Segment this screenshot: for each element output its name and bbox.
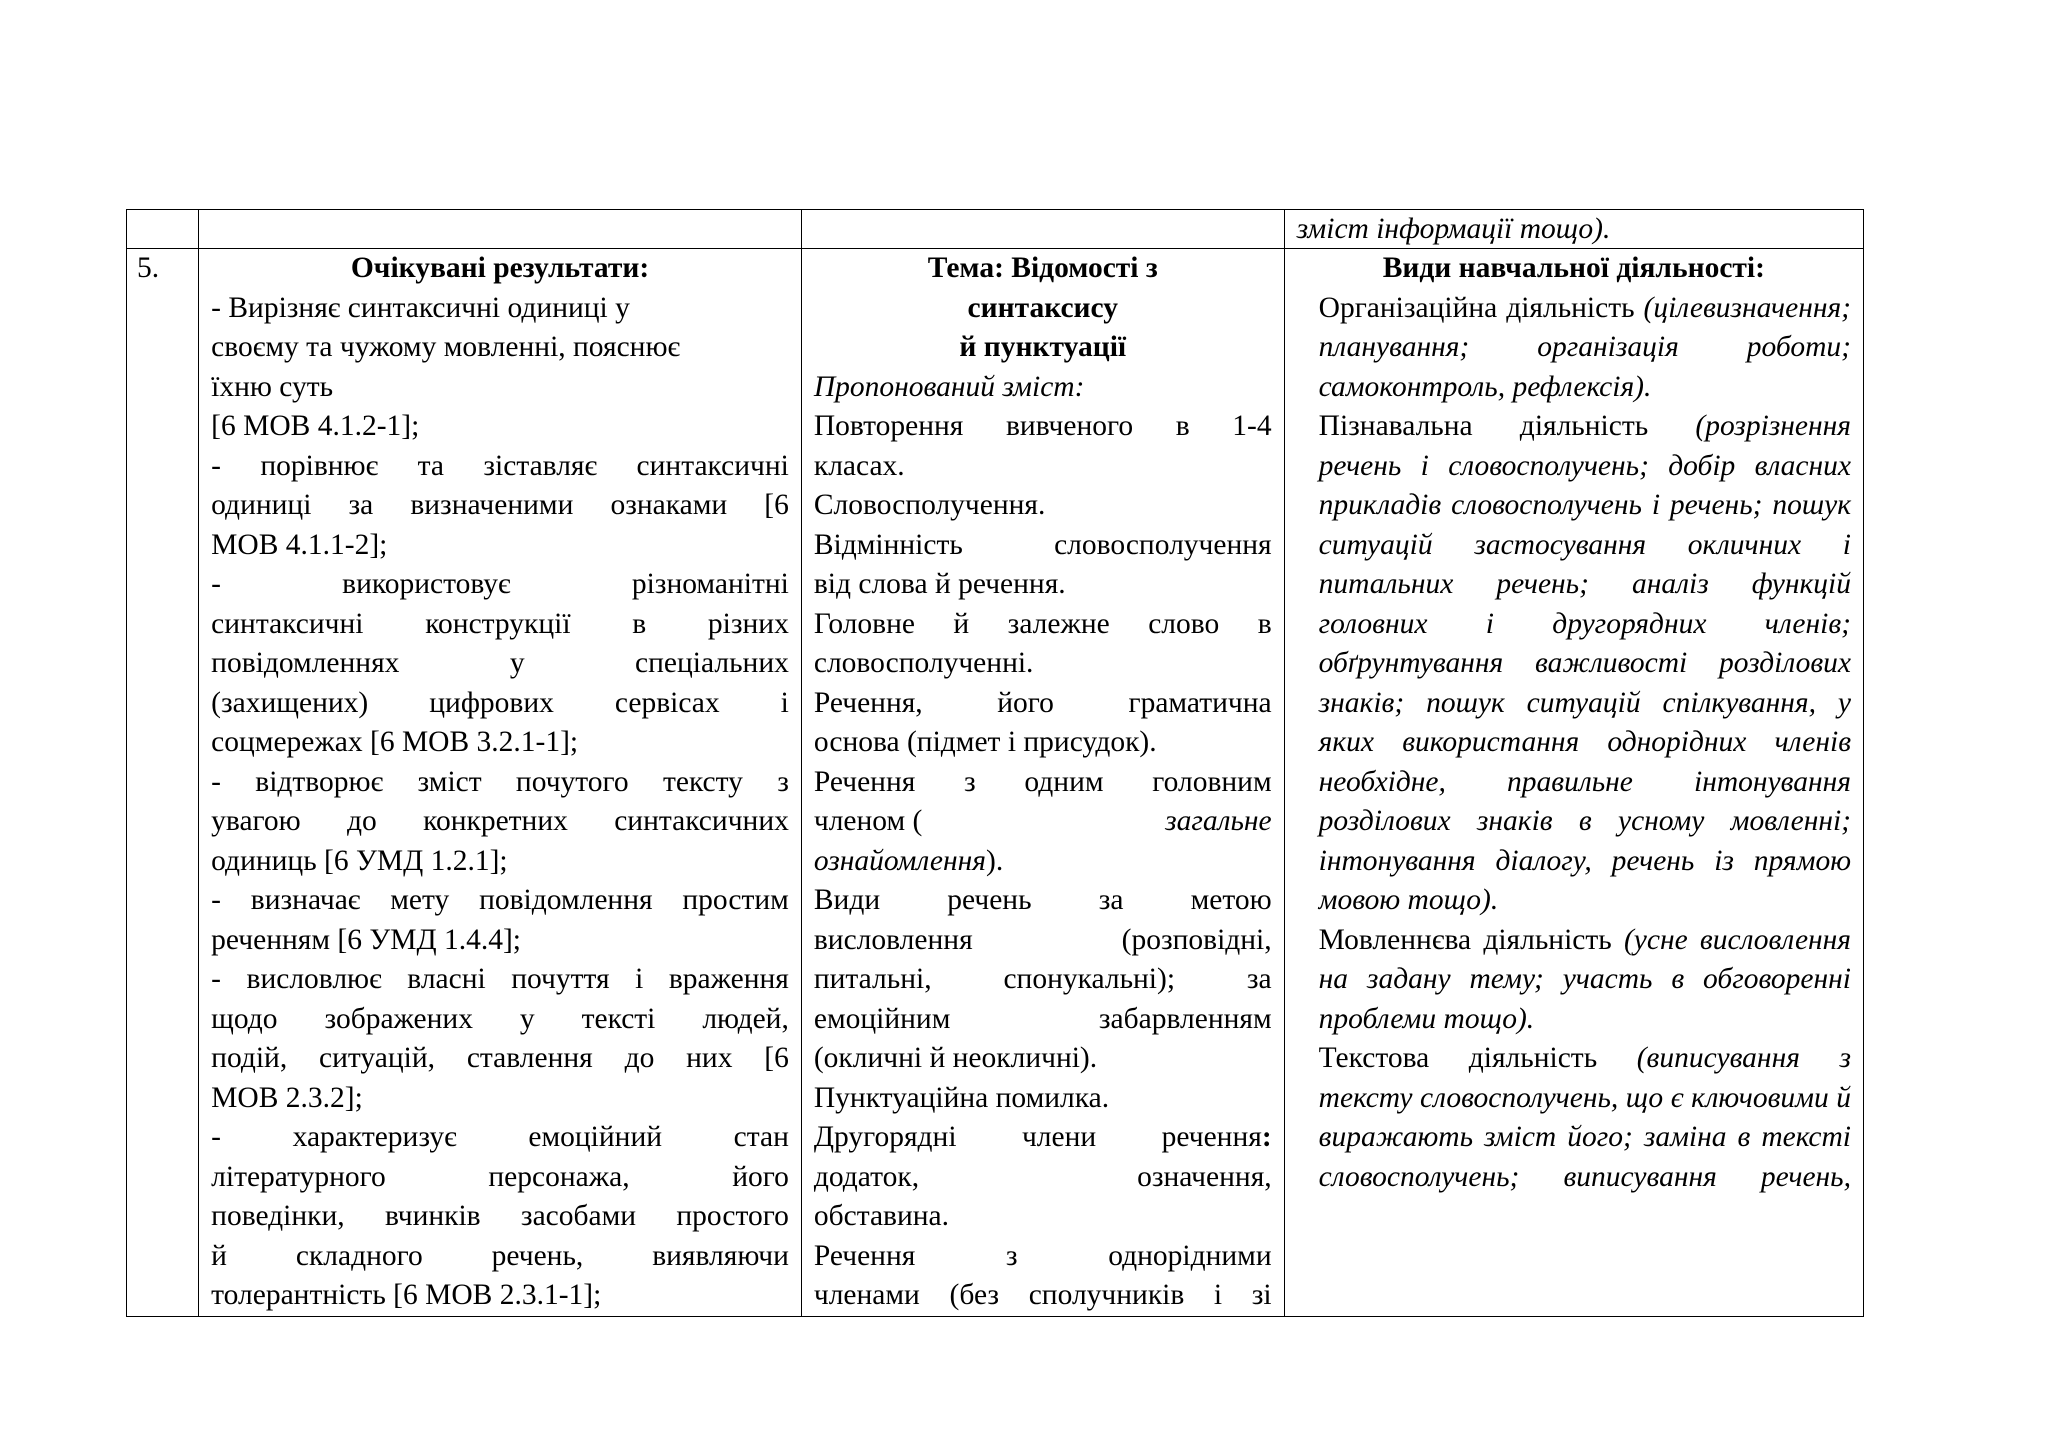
results-line: - висловлює власні почуття і враження <box>211 963 789 995</box>
activity-speech <box>1297 921 1851 1040</box>
cell-topic <box>801 249 1284 1317</box>
cell-activities-tail: зміст інформації тощо). <box>1284 210 1863 249</box>
topic-line <box>814 1118 1272 1158</box>
results-line: й складного речень, виявляючи <box>211 1239 789 1272</box>
results-line: їхню суть <box>211 370 334 403</box>
results-line: одиниць [6 УМД 1.2.1]; <box>211 844 508 877</box>
results-line: своєму та чужому мовленні, пояснює <box>211 331 681 363</box>
activity-label: Організаційна діяльність <box>1318 291 1635 324</box>
activity-label: Пізнавальна діяльність <box>1318 410 1649 442</box>
topic-heading-line-1: Тема: Відомості з <box>927 252 1158 284</box>
results-heading: Очікувані результати: <box>350 252 650 284</box>
topic-line: Пунктуаційна помилка. <box>813 1081 1110 1114</box>
topic-line: Речення з одним головним <box>813 765 1272 798</box>
results-line: одиниці за визначеними ознаками [6 <box>211 489 789 521</box>
results-line: МОВ 2.3.2]; <box>211 1081 363 1114</box>
results-line: подій, ситуацій, ставлення до них [6 <box>211 1042 789 1074</box>
results-line: літературного персонажа, його <box>211 1160 789 1193</box>
activity-description: (виписування з тексту словосполучень, що є ключовими й виражають зміст його; заміна в тексті словосполучень; виписування речень, <box>1318 1042 1851 1193</box>
activity-description: (усне висловлення на задану тему; участь в обговоренні проблеми тощо). <box>1318 923 1852 1035</box>
proposed-content-label: Пропонований зміст: <box>813 370 1085 403</box>
topic-line: класах. <box>813 449 905 482</box>
results-line: МОВ 4.1.1-2]; <box>211 528 388 561</box>
results-line: [6 МОВ 4.1.2-1]; <box>211 410 420 442</box>
results-line: соцмережах [6 МОВ 3.2.1-1]; <box>211 726 579 758</box>
results-line: синтаксичні конструкції в різних <box>211 607 789 640</box>
cell-topic-empty <box>801 210 1284 249</box>
topic-line: словосполученні. <box>813 647 1034 679</box>
curriculum-table <box>126 209 1864 1317</box>
topic-text: Другорядні члени речення <box>813 1121 1262 1153</box>
results-line: щодо зображених у тексті людей, <box>211 1002 789 1035</box>
activity-label: Мовленнєва діяльність <box>1318 923 1612 956</box>
topic-line: Головне й залежне слово в <box>813 607 1272 640</box>
activity-text <box>1297 1039 1851 1197</box>
results-line: - відтворює зміст почутого тексту з <box>211 765 789 798</box>
topic-line: Повторення вивченого в 1-4 <box>813 410 1272 442</box>
topic-line <box>814 842 1272 882</box>
results-line: - Вирізняє синтаксичні одиниці у <box>211 291 630 324</box>
topic-line: обставина. <box>813 1200 950 1232</box>
activity-label: Текстова діяльність <box>1318 1042 1598 1074</box>
cell-expected-results <box>199 249 802 1317</box>
topic-line: членами (без сполучників і зі <box>813 1279 1272 1311</box>
activity-organizational <box>1297 289 1851 408</box>
activities-heading: Види навчальної діяльності: <box>1382 252 1765 284</box>
topic-heading-line-2: синтаксису <box>967 291 1118 324</box>
activity-description: (розрізнення речень і словосполучень; добір власних прикладів словосполучень і речень; пошук ситуацій застосування окличних і питальних речень; аналіз функцій головних і другорядних членів; обґрунтування важливості розділових знаків; пошук ситуацій спілкування, у яких використання однорідних членів необхідне, правильне інтонування розділових знаків в усному мовленні; інтонування діалогу, речень із прямою мовою тощо). <box>1318 410 1851 916</box>
topic-text: ). <box>986 844 1004 877</box>
activity-cognitive <box>1297 407 1851 921</box>
cell-results-empty <box>199 210 802 249</box>
table-row-5 <box>127 249 1864 1317</box>
topic-line: від слова й речення. <box>813 568 1066 600</box>
topic-line: Речення з однорідними <box>813 1239 1272 1272</box>
topic-heading-line-3: й пунктуації <box>959 331 1127 363</box>
results-line: реченням [6 УМД 1.4.4]; <box>211 923 521 956</box>
row-number: 5. <box>127 249 199 1317</box>
results-line: повідомленнях у спеціальних <box>211 647 789 679</box>
cell-number-empty <box>127 210 199 249</box>
topic-line: Види речень за метою <box>813 884 1272 916</box>
table-row-continuation <box>127 210 1864 249</box>
topic-line <box>814 802 1272 842</box>
activity-description: (цілевизначення; планування; організація роботи; самоконтроль, рефлексія). <box>1318 291 1852 403</box>
topic-text-italic: загальне <box>1165 805 1272 837</box>
topic-line: Словосполучення. <box>813 489 1046 521</box>
results-line: поведінки, вчинків засобами простого <box>211 1200 789 1232</box>
topic-line: Відмінність словосполучення <box>813 528 1272 561</box>
topic-line: Речення, його граматична <box>813 686 1272 719</box>
topic-text-italic: ознайомлення <box>813 844 986 877</box>
results-line: - використовує різноманітні <box>211 568 789 600</box>
topic-text-bold: : <box>1261 1121 1272 1153</box>
results-line: толерантність [6 МОВ 2.3.1-1]; <box>211 1279 602 1311</box>
results-line: - порівнює та зіставляє синтаксичні <box>211 449 789 482</box>
results-line: - визначає мету повідомлення простим <box>211 884 789 916</box>
topic-text: членом ( <box>813 805 923 837</box>
results-line: - характеризує емоційний стан <box>211 1121 789 1153</box>
topic-line: основа (підмет і присудок). <box>813 726 1157 758</box>
cell-activities <box>1284 249 1863 1317</box>
topic-line: висловлення (розповідні, <box>813 923 1272 956</box>
results-line: (захищених) цифрових сервісах і <box>211 686 789 719</box>
results-line: увагою до конкретних синтаксичних <box>211 805 789 837</box>
topic-line: додаток, означення, <box>813 1160 1272 1193</box>
topic-line: питальні, спонукальні); за <box>813 963 1272 995</box>
topic-line: емоційним забарвленням <box>813 1002 1272 1035</box>
topic-line: (окличні й неокличні). <box>813 1042 1098 1074</box>
